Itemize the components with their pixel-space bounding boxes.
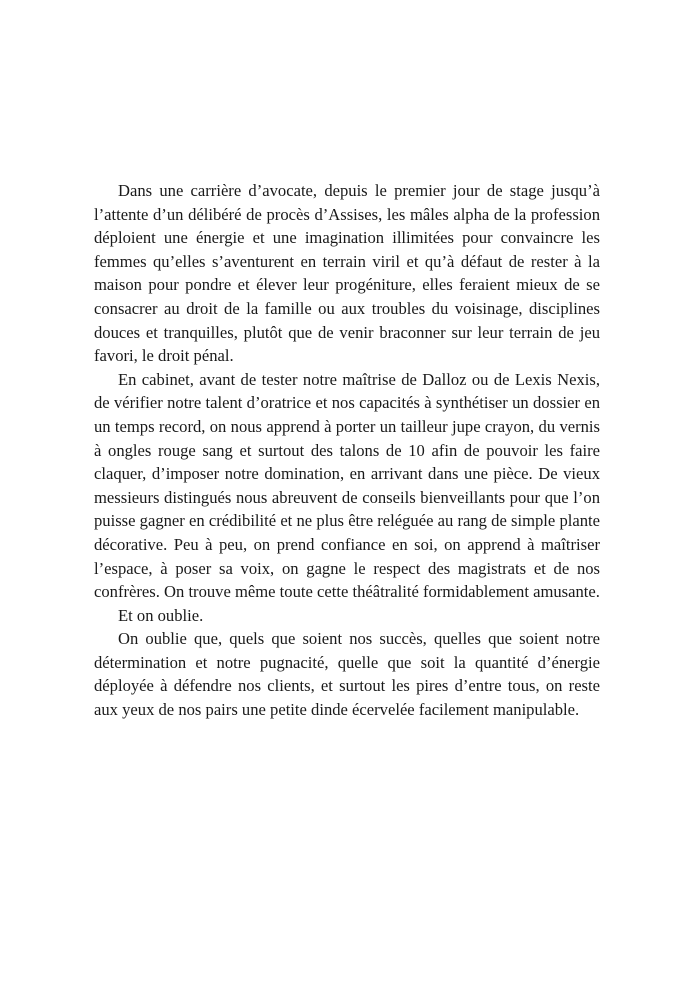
- body-text: [94, 179, 600, 722]
- paragraph-1: Dans une carrière d’avocate, depuis le premier jour de stage jusqu’à l’attente d’un délibéré de procès d’Assises, les mâles alpha de la profession déploient une énergie et une imagination illimitées pour convaincre les femmes qu’elles s’aventurent en terrain viril et qu’à défaut de rester à la maison pour pondre et élever leur progéniture, elles feraient mieux de se consacrer au droit de la famille ou aux troubles du voisinage, disciplines douces et tranquilles, plutôt que de venir braconner sur leur terrain de jeu favori, le droit pénal.: [94, 181, 600, 366]
- paragraph-3: Et on oublie.: [118, 605, 204, 625]
- paragraph-4: On oublie que, quels que soient nos succès, quelles que soient notre détermination et notre pugnacité, quelle que soit la quantité d’énergie déployée à défendre nos clients, et surtout les pires d’entre tous, on reste aux yeux de nos pairs une petite dinde écervelée facilement manipulable.: [94, 629, 600, 720]
- paragraph-2: En cabinet, avant de tester notre maîtrise de Dalloz ou de Lexis Nexis, de vérifier notre talent d’oratrice et nos capacités à synthétiser un dossier en un temps record, on nous apprend à porter un tailleur jupe crayon, du vernis à ongles rouge sang et surtout des talons de 10 afin de pouvoir les faire claquer, d’imposer notre domination, en arrivant dans une pièce. De vieux messieurs distingués nous abreuvent de conseils bienveillants pour que l’on puisse gagner en crédibilité et ne plus être reléguée au rang de simple plante décorative. Peu à peu, on prend confiance en soi, on apprend à maîtriser l’espace, à poser sa voix, on gagne le respect des magistrats et de nos confrères. On trouve même toute cette théâtralité formidablement amusante.: [94, 369, 600, 602]
